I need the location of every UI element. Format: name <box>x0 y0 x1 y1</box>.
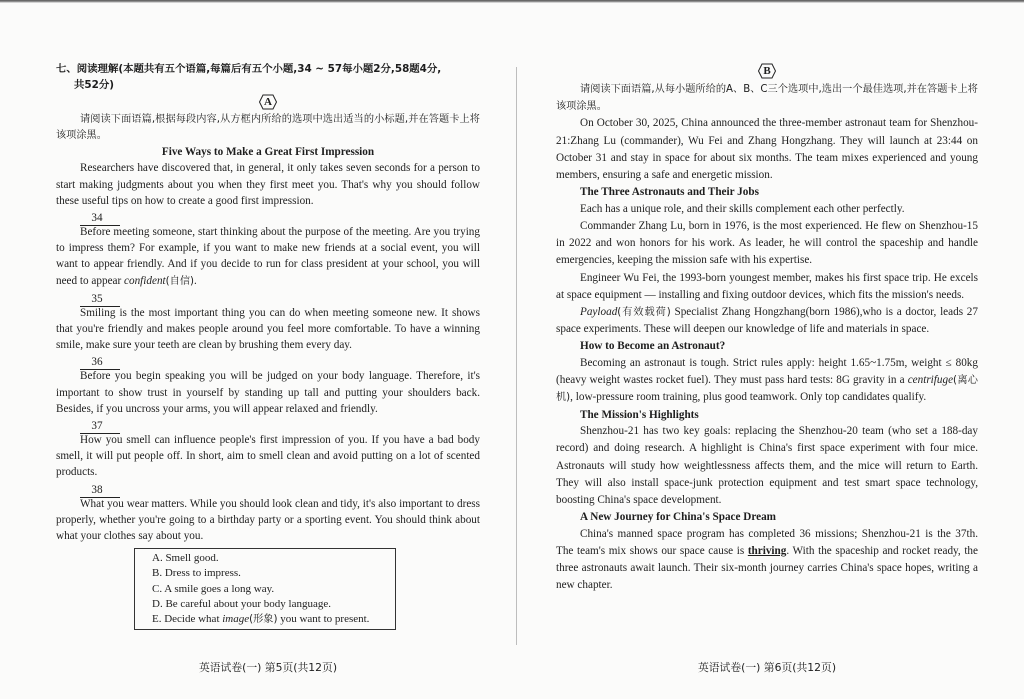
passage-b-intro: On October 30, 2025, China announced the three-member astronaut team for Shenzhou-21:Zhang Lu (commander), Wu Fei and Zhang Hongzhang. They will launch at 23:44 on October 31 and stay in space for about six months. The team mixes experienced and young members, ensuring a safe and energetic mission. <box>556 117 978 182</box>
item-34-gloss: (自信) <box>165 275 194 287</box>
page-right <box>556 62 978 674</box>
option-d: D. Be careful about your body language. <box>152 597 331 610</box>
item-36 <box>56 353 480 417</box>
item-37 <box>56 417 480 481</box>
paragraph-requirements <box>556 355 978 407</box>
heading-new-journey: A New Journey for China's Space Dream <box>580 511 776 524</box>
payload-rest: Specialist Zhang Hongzhang(born 1986),who is a doctor, leads 27 space experiments. These will deepen our knowledge of life and materials in space. <box>556 306 978 336</box>
item-34-italic: confident <box>124 274 166 287</box>
item-34-end: . <box>194 274 197 287</box>
passage-b-marker-row <box>556 63 978 80</box>
item-38 <box>56 481 480 545</box>
item-34 <box>56 209 480 290</box>
item-34-body: Before meeting someone, start thinking about the purpose of the meeting. Are you trying to impress them? For example, if you want to make new friends at a social event, you will want to appear friendly. And if you decide to run for class president at your school, you will need to appear <box>56 226 480 287</box>
blank-37[interactable]: 37 <box>80 420 120 434</box>
passage-b-letter: B <box>763 65 771 77</box>
heading-mission-highlights: The Mission's Highlights <box>580 408 699 421</box>
option-b: B. Dress to impress. <box>152 567 241 580</box>
option-e-end: you want to present. <box>277 613 370 626</box>
option-e-italic: image <box>222 613 250 626</box>
new-journey-start: China's manned space program has completed 36 missions; Shenzhou-21 is the 37th. The team's mix shows our space cause is <box>556 527 978 558</box>
blank-36[interactable]: 36 <box>80 356 120 370</box>
passage-b-marker <box>758 63 776 79</box>
section-heading-line1: 七、阅读理解(本题共有五个语篇,每篇后有五个小题,34 ~ 57每小题2分,58题4分, <box>56 63 442 75</box>
requirements-start: Becoming an astronaut is tough. Strict rules apply: height 1.65~1.75m, weight ≤ 80kg (heavy weight wastes rocket fuel). They must pass hard tests: 8G gravity in a <box>556 357 978 387</box>
item-34-text <box>56 224 480 290</box>
blank-38[interactable]: 38 <box>80 484 120 498</box>
item-38-text: What you wear matters. While you should look clean and tidy, it's also important to dress properly, whether you're going to a birthday party or a sporting event. You should think about what your clothes say about you. <box>56 497 480 543</box>
item-35 <box>56 290 480 354</box>
option-c: C. A smile goes a long way. <box>152 582 275 595</box>
option-e-gloss: (形象) <box>249 614 278 626</box>
centrifuge-gloss: (离心机) <box>556 375 978 404</box>
page-left <box>56 62 480 674</box>
requirements-end: , low-pressure room training, plus good teamwork. Only top candidates qualify. <box>570 391 927 404</box>
blank-35[interactable]: 35 <box>80 293 120 307</box>
option-a: A. Smell good. <box>152 552 219 565</box>
item-36-text: Before you begin speaking you will be judged on your body language. Therefore, it's important to show trust in yourself by standing up tall and putting your shoulders back. Besides, if you uncross your arms, you will appear relaxed and friendly. <box>56 370 480 415</box>
passage-a-instruction: 请阅读下面语篇,根据每段内容,从方框内所给的选项中选出适当的小标题,并在答题卡上将该项涂黑。 <box>56 114 480 142</box>
footer-left: 英语试卷(一) 第5页(共12页) <box>198 661 338 674</box>
section-heading-line2: 共52分) <box>74 78 114 91</box>
section-heading <box>56 62 480 93</box>
paragraph-zhang-lu: Commander Zhang Lu, born in 1976, is the most experienced. He flew on Shenzhou-15 in 2022 and won honors for his work. As leader, he will control the spaceship and handle emergencies, keeping the mission safe with his expertise. <box>556 220 978 267</box>
options-box <box>134 548 396 630</box>
heading-astronauts-jobs: The Three Astronauts and Their Jobs <box>580 186 759 199</box>
passage-a-title: Five Ways to Make a Great First Impression <box>161 146 375 159</box>
passage-b-instruction: 请阅读下面语篇,从每小题所给的A、B、C三个选项中,选出一个最佳选项,并在答题卡上将该项涂黑。 <box>556 84 978 113</box>
option-e-start: E. Decide what <box>152 613 223 626</box>
passage-a-intro: Researchers have discovered that, in general, it only takes seven seconds for a person to start making judgments about you when they first meet you. That's why you should follow these useful tips on how to create a good first impression. <box>56 162 480 207</box>
item-35-text: Smiling is the most important thing you can do when meeting someone new. It shows that you're friendly and makes people around you feel more comfortable. To have a winning smile, make sure your teeth are clean by brushing them every day. <box>56 306 480 352</box>
new-journey-end: . With the spaceship and rocket ready, the three astronauts await launch. Their six-month journey carries China's space hopes, writing a new chapter. <box>556 545 978 592</box>
blank-34[interactable]: 34 <box>80 212 120 226</box>
option-e <box>152 612 395 627</box>
payload-italic: Payload <box>580 306 618 319</box>
paragraph-new-journey <box>556 526 978 595</box>
payload-gloss: (有效载荷) <box>617 307 671 319</box>
paragraph-highlights: Shenzhou-21 has two key goals: replacing the Shenzhou-20 team (who set a 188-day record) and doing research. A highlight is China's first space experiment with four mice. Astronauts will study how weightlessness affects them, and the mice will return to Earth. They will also install space-junk protection equipment and test smart space technology, boosting China's space development. <box>556 425 978 507</box>
paragraph-unique-role: Each has a unique role, and their skills complement each other perfectly. <box>580 202 905 215</box>
passage-a-marker-row <box>56 94 480 111</box>
underlined-word-thriving: thriving <box>747 545 787 558</box>
heading-become-astronaut: How to Become an Astronaut? <box>580 340 726 353</box>
paragraph-zhang-hongzhang <box>556 304 978 338</box>
passage-a-letter: A <box>264 96 272 108</box>
centrifuge-italic: centrifuge <box>907 374 954 387</box>
passage-a-marker <box>259 94 277 110</box>
scan-edge <box>0 0 1024 3</box>
footer-right: 英语试卷(一) 第6页(共12页) <box>697 661 837 674</box>
item-37-text: How you smell can influence people's first impression of you. If you have a bad body smell, it will put people off. In short, aim to smell clean and avoid putting on a lot of scented products. <box>56 434 480 479</box>
paragraph-wu-fei: Engineer Wu Fei, the 1993-born youngest member, makes his first space trip. He excels at space equipment — installing and fixing outdoor devices, which fits the mission's needs. <box>556 271 978 301</box>
page-divider <box>516 67 517 645</box>
